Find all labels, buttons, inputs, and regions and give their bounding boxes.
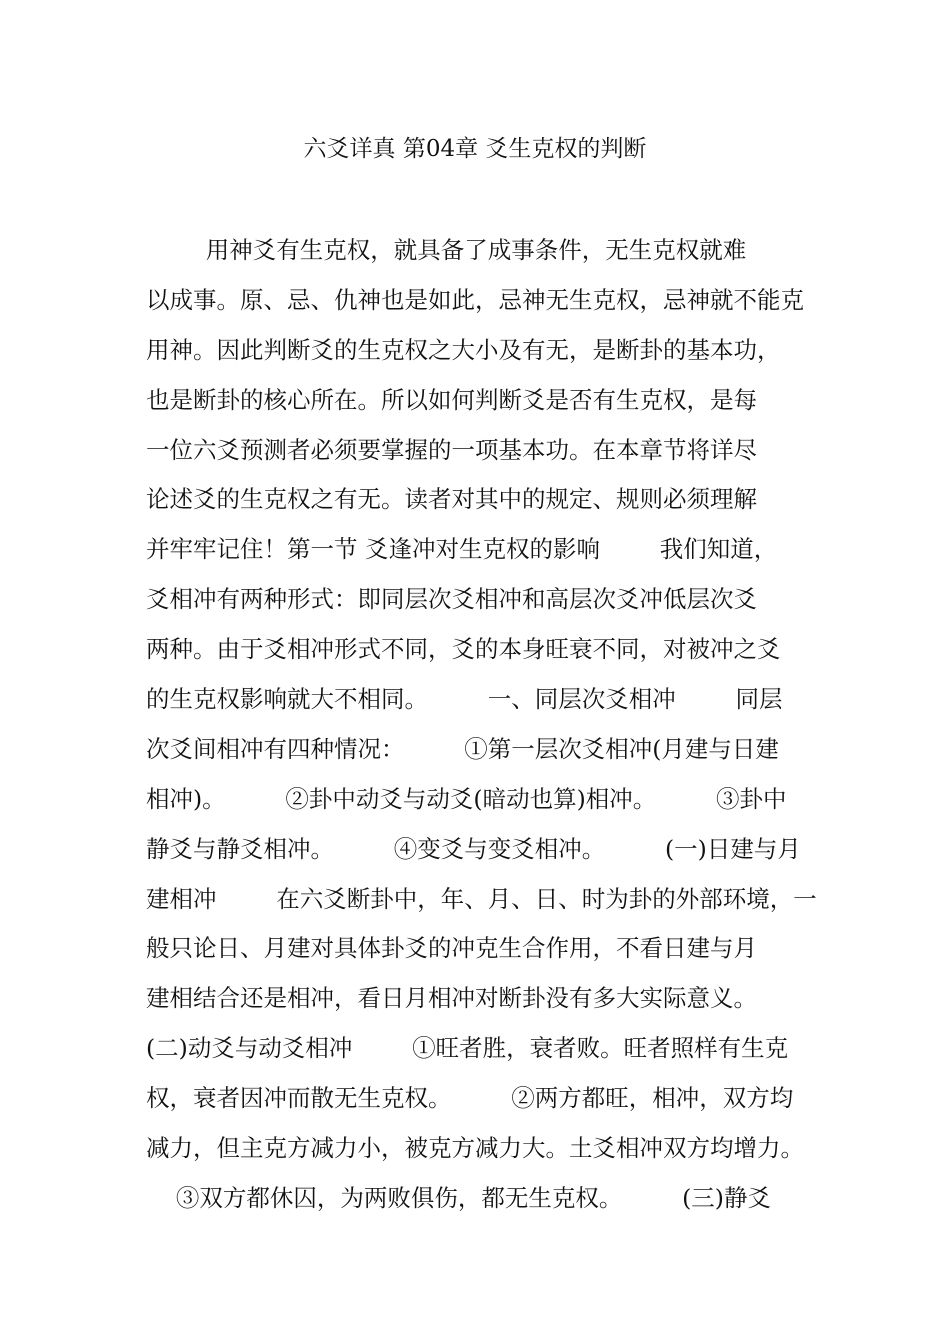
text-line: 静爻与静爻相冲。 ④变爻与变爻相冲。 (一)日建与月: [146, 834, 801, 863]
text-line: 般只论日、月建对具体卦爻的冲克生合作用，不看日建与月: [146, 934, 757, 963]
text-line: 建相结合还是相冲，看日月相冲对断卦没有多大实际意义。: [146, 984, 757, 1013]
text-line: 以成事。原、忌、仇神也是如此，忌神无生克权，忌神就不能克: [146, 285, 804, 314]
text-line: 论述爻的生克权之有无。读者对其中的规定、规则必须理解: [146, 485, 757, 514]
text-line: 也是断卦的核心所在。所以如何判断爻是否有生克权，是每: [146, 385, 757, 414]
text-line: 爻相冲有两种形式：即同层次爻相冲和高层次爻冲低层次爻: [146, 585, 757, 614]
text-line: 用神爻有生克权，就具备了成事条件，无生克权就难: [146, 236, 747, 264]
text-line: 建相冲 在六爻断卦中，年、月、日、时为卦的外部环境，一: [146, 884, 817, 913]
text-line: 减力，但主克方减力小，被克方减力大。土爻相冲双方均增力。: [146, 1134, 804, 1163]
text-line: ③双方都休囚，为两败俱伤，都无生克权。 (三)静爻: [146, 1183, 771, 1212]
text-line: 次爻间相冲有四种情况： ①第一层次爻相冲(月建与日建: [146, 734, 779, 763]
text-line: 权，衰者因冲而散无生克权。 ②两方都旺，相冲，双方均: [146, 1084, 794, 1113]
text-line: (二)动爻与动爻相冲 ①旺者胜，衰者败。旺者照样有生克: [146, 1034, 789, 1063]
text-line: 两种。由于爻相冲形式不同，爻的本身旺衰不同，对被冲之爻: [146, 635, 781, 664]
text-line: 的生克权影响就大不相同。 一、同层次爻相冲 同层: [146, 685, 783, 714]
text-line: 用神。因此判断爻的生克权之大小及有无，是断卦的基本功，: [146, 335, 781, 364]
text-line: 一位六爻预测者必须要掌握的一项基本功。在本章节将详尽: [146, 435, 757, 464]
document-body: [146, 226, 817, 1224]
text-line: 相冲)。 ②卦中动爻与动爻(暗动也算)相冲。 ③卦中: [146, 784, 787, 813]
document-title: 六爻详真 第04章 爻生克权的判断: [303, 136, 647, 162]
text-line: 并牢牢记住！第一节 爻逢冲对生克权的影响 我们知道，: [146, 535, 778, 564]
